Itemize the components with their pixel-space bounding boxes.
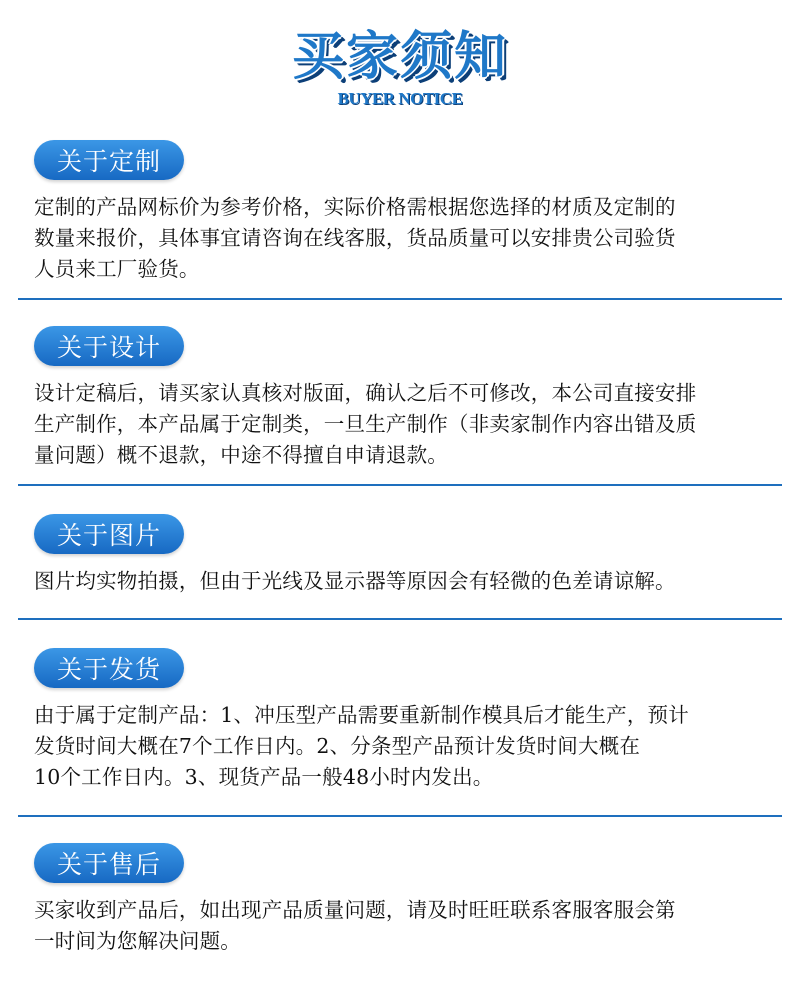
text-line: 量问题）概不退款，中途不得擅自申请退款。 [34,443,448,467]
section-label-customization: 关于定制 [34,140,184,180]
section-label-images: 关于图片 [34,514,184,554]
section-label-shipping: 关于发货 [34,648,184,688]
text-line: 设计定稿后，请买家认真核对版面，确认之后不可修改，本公司直接安排 [34,381,697,405]
text-line: 人员来工厂验货。 [34,257,200,281]
divider [18,618,782,620]
section-label-after-sales: 关于售后 [34,843,184,883]
section-text-customization [34,192,784,285]
page-subtitle: BUYER NOTICE [337,89,463,108]
divider [18,298,782,300]
page-header [0,0,800,120]
text-line: 一时间为您解决问题。 [34,929,241,953]
text-line: 买家收到产品后，如出现产品质量问题，请及时旺旺联系客服客服会第 [34,898,676,922]
text-line: 10个工作日内。3、现货产品一般48小时内发出。 [34,765,494,789]
page-title: 买家须知 [291,27,508,87]
text-line: 生产制作，本产品属于定制类，一旦生产制作（非卖家制作内容出错及质 [34,412,697,436]
section-text-after-sales [34,895,784,957]
section-text-images [34,566,784,597]
section-text-design [34,378,784,471]
text-line: 图片均实物拍摄，但由于光线及显示器等原因会有轻微的色差请谅解。 [34,569,676,593]
section-label-design: 关于设计 [34,326,184,366]
text-line: 数量来报价，具体事宜请咨询在线客服，货品质量可以安排贵公司验货 [34,226,676,250]
text-line: 由于属于定制产品：1、冲压型产品需要重新制作模具后才能生产，预计 [34,703,689,727]
divider [18,484,782,486]
divider [18,815,782,817]
text-line: 发货时间大概在7个工作日内。2、分条型产品预计发货时间大概在 [34,734,641,758]
section-text-shipping [34,700,784,793]
text-line: 定制的产品网标价为参考价格，实际价格需根据您选择的材质及定制的 [34,195,676,219]
